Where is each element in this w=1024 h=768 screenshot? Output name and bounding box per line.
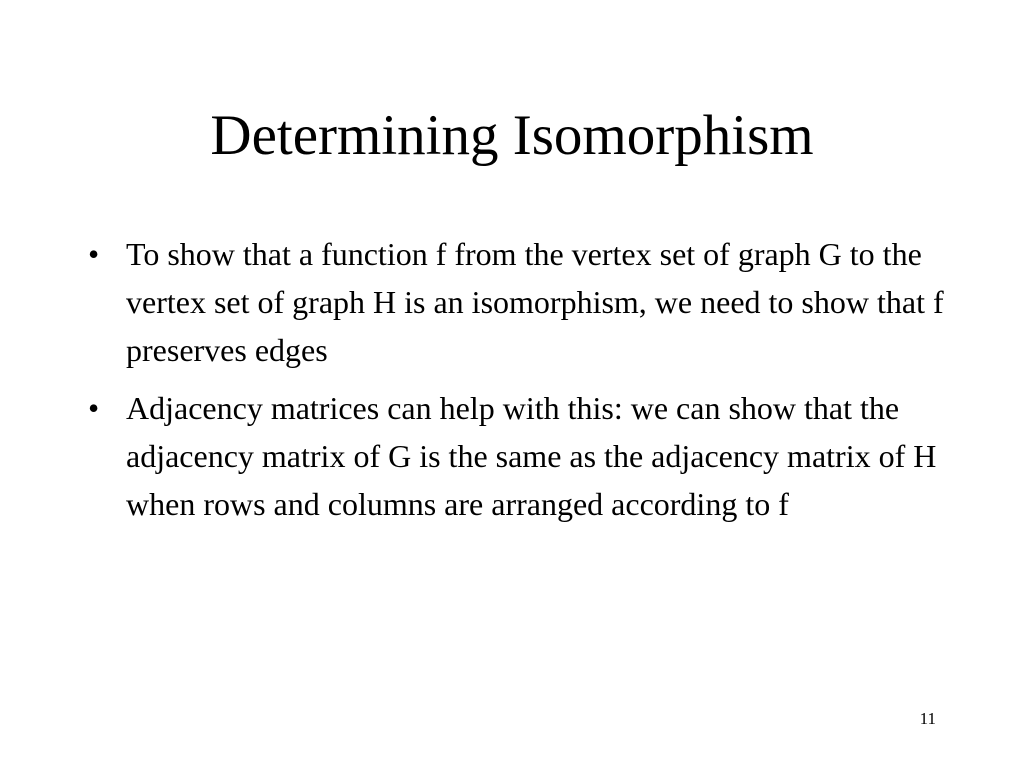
bullet-list <box>0 230 1024 538</box>
page-number: 11 <box>919 709 936 728</box>
bullet-text: To show that a function f from the vertex set of graph G to the vertex set of graph H is an isomorphism, we need to show that f preserves edges <box>126 236 944 368</box>
bullet-marker: • <box>88 390 100 426</box>
bullet-marker: • <box>88 236 100 272</box>
bullet-item <box>88 384 946 528</box>
bullet-text: Adjacency matrices can help with this: we can show that the adjacency matrix of G is the same as the adjacency matrix of H when rows and columns are arranged according to f <box>126 390 937 522</box>
slide-title: Determining Isomorphism <box>210 104 814 167</box>
bullet-item <box>88 230 946 374</box>
